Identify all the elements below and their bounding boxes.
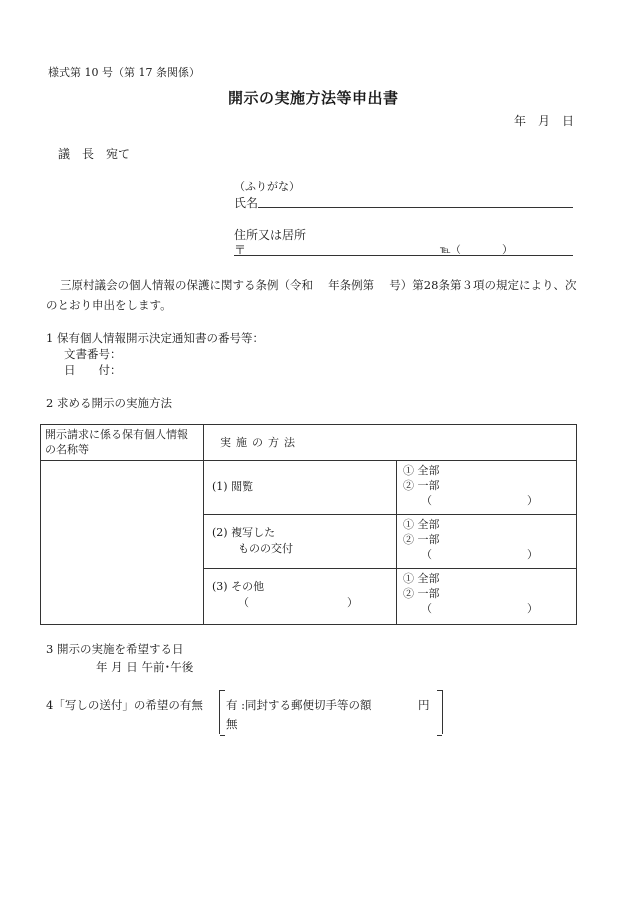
method-other: (3) その他 （ ） — [204, 569, 397, 625]
form-number: 様式第 10 号（第 17 条関係） — [48, 66, 200, 79]
method-table — [40, 424, 577, 625]
date-line: 年 月 日 — [514, 114, 575, 128]
info-name-cell[interactable] — [41, 461, 204, 625]
method-other-options[interactable]: ① 全部 ② 一部 （ ） — [397, 569, 577, 625]
intro-text-1: 三原村議会の個人情報の保護に関する条例（令和 年条例第 号）第28条第３項の規定により、次 — [60, 278, 577, 292]
method-copy-options[interactable]: ① 全部 ② 一部 （ ） — [397, 515, 577, 569]
page-title: 開示の実施方法等申出書 — [228, 89, 399, 107]
address-underline[interactable] — [234, 255, 573, 256]
method-copy: (2) 複写した ものの交付 — [204, 515, 397, 569]
desired-date[interactable]: 年 月 日 午前･午後 — [96, 660, 194, 674]
addressee: 議 長 宛て — [58, 147, 131, 161]
intro-text-2: のとおり申出をします。 — [46, 298, 172, 312]
section2-heading: 2 求める開示の実施方法 — [46, 396, 172, 410]
address-label: 住所又は居所 — [234, 228, 307, 242]
name-underline[interactable] — [258, 207, 573, 208]
yen-label: 円 — [418, 698, 430, 712]
col1-header: 開示請求に係る保有個人情報の名称等 — [41, 425, 204, 461]
furigana-label: （ふりがな） — [234, 180, 300, 193]
tel-label: ℡（ — [440, 245, 461, 256]
date-label: 日 付： — [64, 363, 122, 377]
section4-heading: 4「写しの送付」の希望の有無 — [46, 698, 203, 712]
method-view: (1) 閲覧 — [204, 461, 397, 515]
send-copy-no[interactable]: 無 — [226, 717, 238, 731]
postal-mark: 〒 — [234, 243, 247, 257]
col2-header: 実施の方法 — [204, 425, 577, 461]
name-label: 氏名 — [234, 196, 259, 210]
section1-heading: 1 保有個人情報開示決定通知書の番号等： — [46, 331, 264, 345]
method-view-options[interactable]: ① 全部 ② 一部 （ ） — [397, 461, 577, 515]
send-copy-yes[interactable]: 有 :同封する郵便切手等の額 — [226, 698, 372, 712]
tel-close: ） — [502, 243, 513, 256]
doc-number-label: 文書番号： — [64, 347, 122, 361]
section3-heading: 3 開示の実施を希望する日 — [46, 642, 184, 656]
